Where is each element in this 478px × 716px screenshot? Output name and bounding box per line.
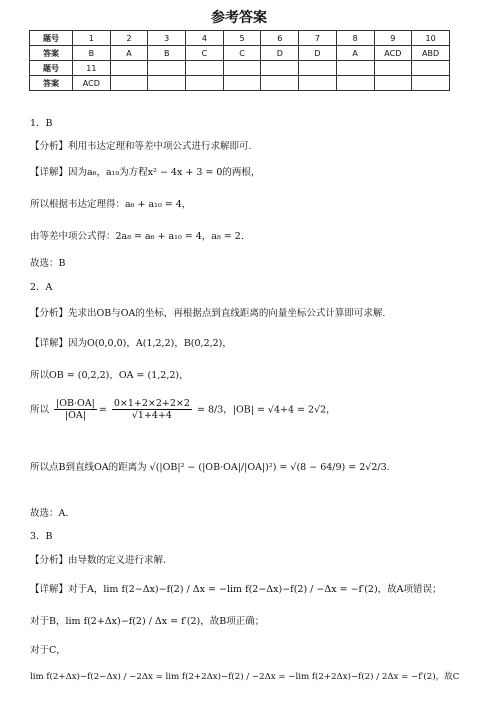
table-cell — [110, 61, 148, 76]
q3-heading: 3．B — [30, 531, 53, 542]
table-cell: 1 — [73, 31, 111, 46]
numerator: 0×1+2×2+2×2 — [113, 398, 190, 409]
table-cell — [223, 76, 261, 91]
q2-detail: 【详解】因为O(0,0,0)，A(1,2,2)，B(0,2,2)， — [30, 338, 232, 349]
table-cell: 5 — [223, 31, 261, 46]
q1-detail: 【详解】因为a₆，a₁₀为方程x² − 4x + 3 = 0的两根， — [30, 167, 261, 178]
q2-projection: 所以 $\frac{|OB\cdot OA|}{|OA|}$ = $\frac{0\times 1+2\times 2+2\times 2}{√1+4+4}$ = 8/3，|OB| = √4+4 = 2√2， — [30, 398, 336, 422]
text: = 8/3，|OB| = √4+4 = 2√2， — [196, 404, 336, 416]
table-cell — [374, 76, 412, 91]
table-cell: C — [223, 46, 261, 61]
table-cell: D — [261, 46, 299, 61]
table-cell — [261, 76, 299, 91]
answer-table — [29, 30, 450, 91]
q3-option-b: 对于B，lim f(2+Δx)−f(2) / Δx = f′(2)，故B项正确； — [30, 616, 265, 627]
table-header-answer: 答案 — [30, 46, 73, 61]
q3-analysis: 【分析】由导数的定义进行求解. — [30, 555, 167, 566]
denominator: √1+4+4 — [131, 410, 172, 422]
numerator: |OB·OA| — [56, 398, 95, 409]
table-cell — [374, 61, 412, 76]
table-row — [30, 31, 450, 46]
q3-option-c: 对于C， — [30, 645, 66, 656]
q1-choose: 故选：B — [30, 258, 66, 269]
table-header-number: 题号 — [30, 61, 73, 76]
table-cell — [223, 61, 261, 76]
table-row — [30, 61, 450, 76]
page-title: 参考答案 — [211, 10, 267, 26]
table-cell — [148, 61, 186, 76]
table-header-answer: 答案 — [30, 76, 73, 91]
denominator: |OA| — [64, 410, 86, 422]
table-cell — [261, 61, 299, 76]
q1-analysis: 【分析】利用韦达定理和等差中项公式进行求解即可. — [30, 141, 252, 152]
table-cell — [299, 61, 337, 76]
table-cell: C — [186, 46, 224, 61]
table-cell: 6 — [261, 31, 299, 46]
table-cell: D — [299, 46, 337, 61]
table-cell: 8 — [336, 31, 374, 46]
table-cell — [110, 76, 148, 91]
table-cell — [412, 61, 450, 76]
table-cell: 2 — [110, 31, 148, 46]
q2-distance: 所以点B到直线OA的距离为 √(|OB|² − (|OB·OA|/|OA|)²) = √(8 − 64/9) = 2√2/3. — [30, 462, 390, 473]
table-cell — [299, 76, 337, 91]
table-cell — [148, 76, 186, 91]
fraction — [112, 398, 192, 422]
q1-vieta: 所以根据韦达定理得：a₆ + a₁₀ = 4， — [30, 199, 192, 210]
q2-analysis: 【分析】先求出OB与OA的坐标，再根据点到直线距离的向量坐标公式计算即可求解. — [30, 308, 386, 319]
table-cell — [412, 76, 450, 91]
table-row — [30, 76, 450, 91]
table-cell: 9 — [374, 31, 412, 46]
table-cell: 11 — [73, 61, 111, 76]
table-row — [30, 46, 450, 61]
q3-option-a: 【详解】对于A，lim f(2−Δx)−f(2) / Δx = −lim f(2−Δx)−f(2) / −Δx = −f′(2)，故A项错误； — [30, 584, 442, 595]
q2-heading: 2．A — [30, 282, 53, 293]
table-cell — [186, 76, 224, 91]
table-cell: A — [336, 46, 374, 61]
q3-option-c-expr: lim f(2+Δx)−f(2−Δx) / −2Δx = lim f(2+2Δx)−f(2) / −2Δx = −lim f(2+2Δx)−f(2) / 2Δx = −f′(2)，故C — [30, 672, 460, 682]
table-cell: 3 — [148, 31, 186, 46]
text: 所以 — [30, 404, 50, 416]
table-header-number: 题号 — [30, 31, 73, 46]
table-cell — [336, 61, 374, 76]
table-cell: 4 — [186, 31, 224, 46]
table-cell: B — [73, 46, 111, 61]
table-cell: B — [148, 46, 186, 61]
table-cell — [336, 76, 374, 91]
table-cell: 10 — [412, 31, 450, 46]
table-cell: A — [110, 46, 148, 61]
table-cell: ACD — [73, 76, 111, 91]
q1-heading: 1．B — [30, 118, 53, 129]
fraction — [54, 398, 97, 422]
table-cell — [186, 61, 224, 76]
q2-choose: 故选：A. — [30, 508, 69, 519]
table-cell: 7 — [299, 31, 337, 46]
table-cell: ACD — [374, 46, 412, 61]
q2-vectors: 所以OB = (0,2,2)，OA = (1,2,2)， — [30, 370, 189, 381]
table-cell: ABD — [412, 46, 450, 61]
q1-midterm: 由等差中项公式得：2a₈ = a₆ + a₁₀ = 4，a₈ = 2. — [30, 231, 244, 242]
